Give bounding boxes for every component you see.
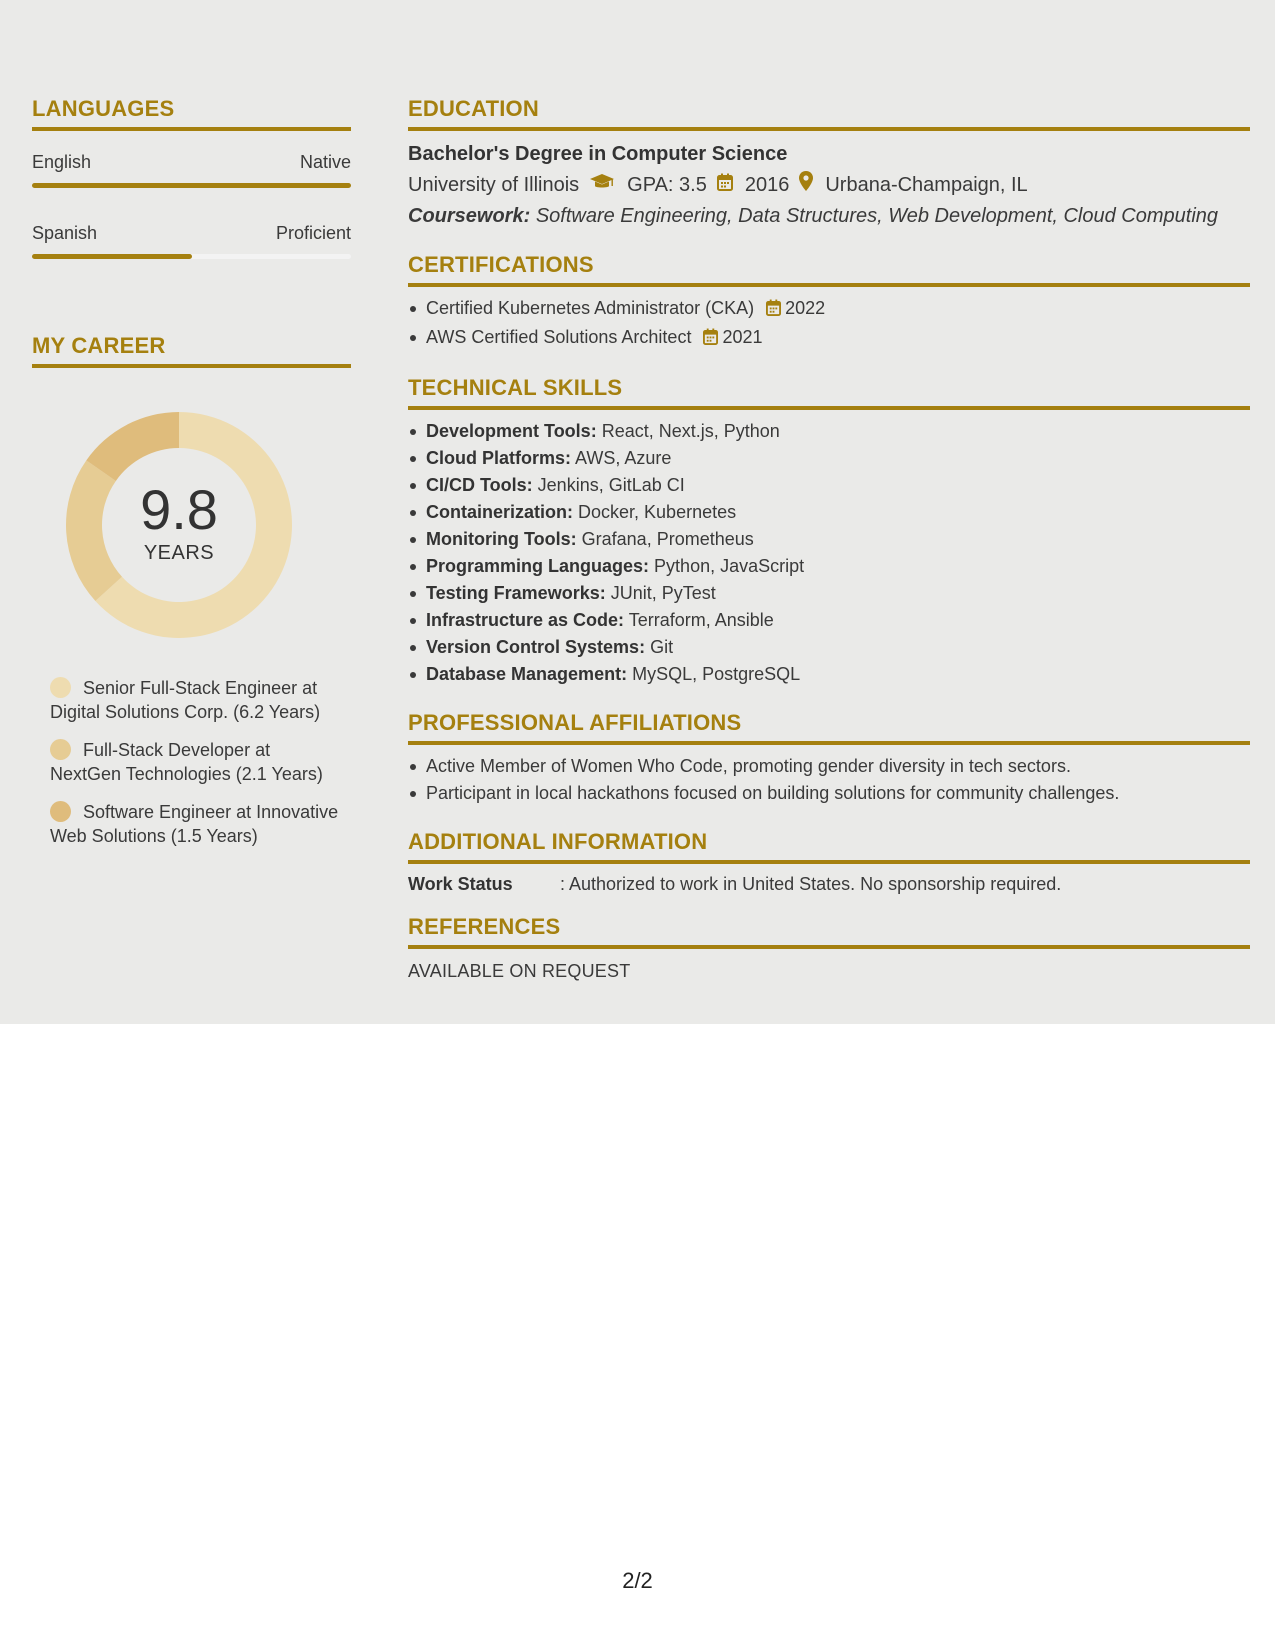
certification-name: Certified Kubernetes Administrator (CKA)	[426, 298, 755, 318]
list-item	[408, 634, 1250, 661]
career-donut-chart	[64, 410, 294, 640]
languages-title: LANGUAGES	[32, 96, 175, 121]
graduation-cap-icon	[589, 171, 615, 199]
skill-value: MySQL, PostgreSQL	[632, 664, 801, 684]
career-rule	[32, 364, 351, 368]
references-section	[408, 914, 1250, 982]
affiliations-rule	[408, 741, 1250, 745]
skill-label: Testing Frameworks:	[426, 583, 606, 603]
list-item	[408, 418, 1250, 445]
references-text: AVAILABLE ON REQUEST	[408, 961, 631, 981]
career-total-years: 9.8	[140, 478, 218, 541]
legend-dot	[50, 739, 71, 760]
legend-dot	[50, 677, 71, 698]
certifications-rule	[408, 283, 1250, 287]
skill-label: Database Management:	[426, 664, 628, 684]
education-school: University of Illinois	[408, 174, 580, 196]
list-item	[408, 553, 1250, 580]
language-bar-fill	[32, 254, 192, 259]
skill-value: Git	[650, 637, 674, 657]
legend-dot	[50, 801, 71, 822]
skill-label: Development Tools:	[426, 421, 597, 441]
skill-label: Programming Languages:	[426, 556, 650, 576]
coursework-text: Software Engineering, Data Structures, Web Development, Cloud Computing	[535, 205, 1219, 227]
list-item	[408, 499, 1250, 526]
list-item	[408, 580, 1250, 607]
skill-label: Version Control Systems:	[426, 637, 646, 657]
affiliations-list	[408, 753, 1250, 807]
career-role-text: Software Engineer at Innovative Web Solutions (1.5 Years)	[50, 802, 339, 846]
career-role-text: Senior Full-Stack Engineer at Digital Solutions Corp. (6.2 Years)	[50, 678, 321, 722]
certifications-title: CERTIFICATIONS	[408, 252, 594, 277]
language-bar	[32, 183, 351, 188]
skill-label: Cloud Platforms:	[426, 448, 572, 468]
certification-year: 2022	[785, 298, 826, 318]
skill-value: AWS, Azure	[575, 448, 672, 468]
certification-year: 2021	[722, 327, 763, 347]
references-rule	[408, 945, 1250, 949]
list-item	[408, 607, 1250, 634]
language-english	[32, 151, 351, 188]
list-item	[408, 295, 1250, 324]
page-number: 2/2	[622, 1568, 653, 1593]
skill-value: Grafana, Prometheus	[581, 529, 754, 549]
map-pin-icon	[799, 171, 813, 199]
skill-value: Python, JavaScript	[654, 556, 805, 576]
list-item: Participant in local hackathons focused on building solutions for community challenges.	[408, 780, 1250, 807]
language-level: Proficient	[275, 223, 351, 243]
language-spanish	[32, 222, 351, 259]
right-column	[408, 96, 1250, 982]
language-bar-fill	[32, 183, 351, 188]
list-item: Active Member of Women Who Code, promoting gender diversity in tech sectors.	[408, 753, 1250, 780]
skills-rule	[408, 406, 1250, 410]
list-item	[408, 472, 1250, 499]
language-level: Native	[299, 152, 351, 172]
career-legend-item	[50, 800, 340, 848]
skill-label: Infrastructure as Code:	[426, 610, 625, 630]
work-status-value: : Authorized to work in United States. No sponsorship required.	[560, 874, 1062, 894]
coursework-label: Coursework:	[408, 205, 531, 227]
career-role-text: Full-Stack Developer at NextGen Technologies (2.1 Years)	[50, 740, 323, 784]
skill-value: Terraform, Ansible	[628, 610, 774, 630]
skill-label: CI/CD Tools:	[426, 475, 533, 495]
skill-value: JUnit, PyTest	[610, 583, 716, 603]
calendar-icon	[717, 171, 733, 199]
work-status-label: Work Status	[408, 874, 513, 894]
left-column	[32, 96, 351, 862]
skill-label: Containerization:	[426, 502, 573, 522]
certifications-section	[408, 252, 1250, 353]
list-item	[408, 445, 1250, 472]
career-legend-item	[50, 676, 340, 724]
calendar-icon	[703, 326, 718, 353]
languages-rule	[32, 127, 351, 131]
additional-rule	[408, 860, 1250, 864]
additional-title: ADDITIONAL INFORMATION	[408, 829, 708, 854]
education-gpa: GPA: 3.5	[627, 174, 707, 196]
list-item	[408, 526, 1250, 553]
work-status-row	[408, 872, 1250, 896]
skill-label: Monitoring Tools:	[426, 529, 577, 549]
language-name: English	[32, 152, 92, 172]
calendar-icon	[766, 297, 781, 324]
education-title: EDUCATION	[408, 96, 539, 121]
career-title: MY CAREER	[32, 333, 166, 358]
skill-value: React, Next.js, Python	[601, 421, 780, 441]
references-title: REFERENCES	[408, 914, 561, 939]
list-item	[408, 661, 1250, 688]
language-bar	[32, 254, 351, 259]
skills-list	[408, 418, 1250, 688]
education-degree: Bachelor's Degree in Computer Science	[408, 143, 788, 165]
skills-section	[408, 375, 1250, 688]
education-coursework	[408, 202, 1250, 230]
skill-value: Jenkins, GitLab CI	[537, 475, 685, 495]
list-item	[408, 324, 1250, 353]
education-meta	[408, 171, 1250, 199]
skill-value: Docker, Kubernetes	[578, 502, 737, 522]
additional-section	[408, 829, 1250, 896]
certifications-list	[408, 295, 1250, 353]
affiliations-section	[408, 710, 1250, 807]
career-legend-item	[50, 738, 340, 786]
certification-name: AWS Certified Solutions Architect	[426, 327, 692, 347]
skills-title: TECHNICAL SKILLS	[408, 375, 623, 400]
career-legend	[50, 676, 340, 848]
education-rule	[408, 127, 1250, 131]
education-location: Urbana-Champaign, IL	[825, 174, 1028, 196]
education-year: 2016	[744, 174, 790, 196]
affiliations-title: PROFESSIONAL AFFILIATIONS	[408, 710, 742, 735]
career-years-unit: YEARS	[143, 542, 215, 564]
language-name: Spanish	[32, 223, 98, 243]
